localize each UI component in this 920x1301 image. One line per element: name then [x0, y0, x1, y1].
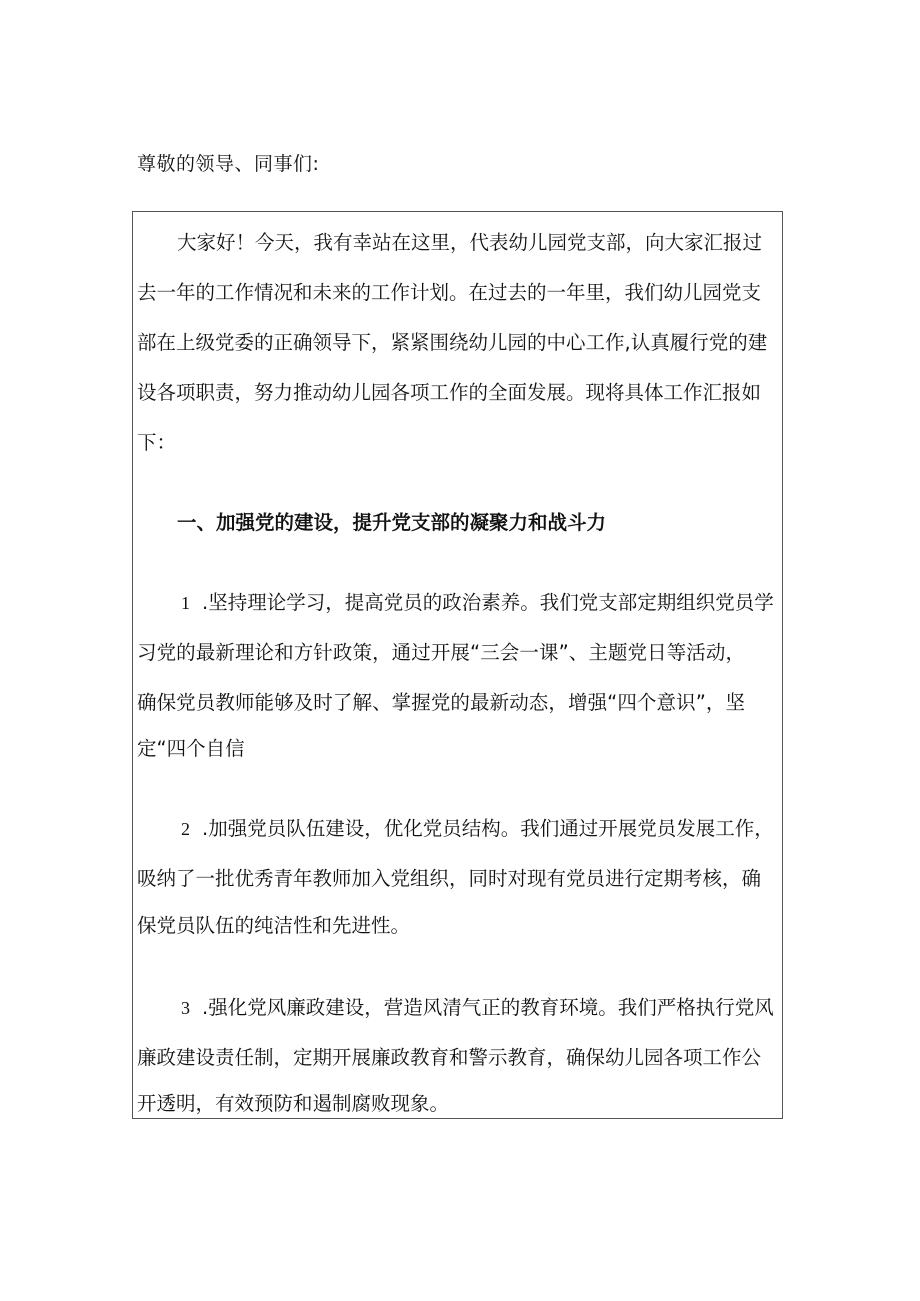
item-text: .加强党员队伍建设，优化党员结构。我们通过开展党员发展工作， — [202, 817, 774, 840]
list-item-line: 定“四个自信 — [137, 737, 245, 760]
list-item-first-line — [181, 815, 774, 843]
list-item-line: 习党的最新理论和方针政策，通过开展“三会一课”、主题党日等活动， — [137, 641, 745, 664]
intro-line: 大家好！今天，我有幸站在这里，代表幼儿园党支部，向大家汇报过 — [177, 231, 763, 254]
intro-line: 下： — [137, 431, 177, 454]
item-number: 3 — [181, 998, 190, 1018]
item-text: .强化党风廉政建设，营造风清气正的教育环境。我们严格执行党风 — [202, 996, 774, 1019]
section-heading: 一、加强党的建设，提升党支部的凝聚力和战斗力 — [177, 511, 607, 534]
list-item-first-line — [181, 589, 774, 617]
greeting: 尊敬的领导、同事们: — [137, 153, 320, 175]
intro-line: 部在上级党委的正确领导下，紧紧围绕幼儿园的中心工作,认真履行党的建 — [137, 331, 768, 354]
item-text: .坚持理论学习，提高党员的政治素养。我们党支部定期组织党员学 — [202, 591, 774, 614]
list-item-line: 开透明，有效预防和遏制腐败现象。 — [137, 1092, 450, 1115]
list-item-line: 吸纳了一批优秀青年教师加入党组织，同时对现有党员进行定期考核，确 — [137, 867, 762, 890]
intro-line: 去一年的工作情况和未来的工作计划。在过去的一年里，我们幼儿园党支 — [137, 281, 762, 304]
item-number: 2 — [181, 819, 190, 839]
list-item-line: 确保党员教师能够及时了解、掌握党的最新动态，增强“四个意识”，坚 — [137, 691, 745, 714]
item-number: 1 — [181, 593, 190, 613]
list-item-line: 廉政建设责任制，定期开展廉政教育和警示教育，确保幼儿园各项工作公 — [137, 1046, 762, 1069]
intro-line: 设各项职责，努力推动幼儿园各项工作的全面发展。现将具体工作汇报如 — [137, 381, 762, 404]
content-box — [132, 211, 783, 1119]
list-item-line: 保党员队伍的纯洁性和先进性。 — [137, 914, 411, 937]
list-item-first-line — [181, 994, 774, 1022]
